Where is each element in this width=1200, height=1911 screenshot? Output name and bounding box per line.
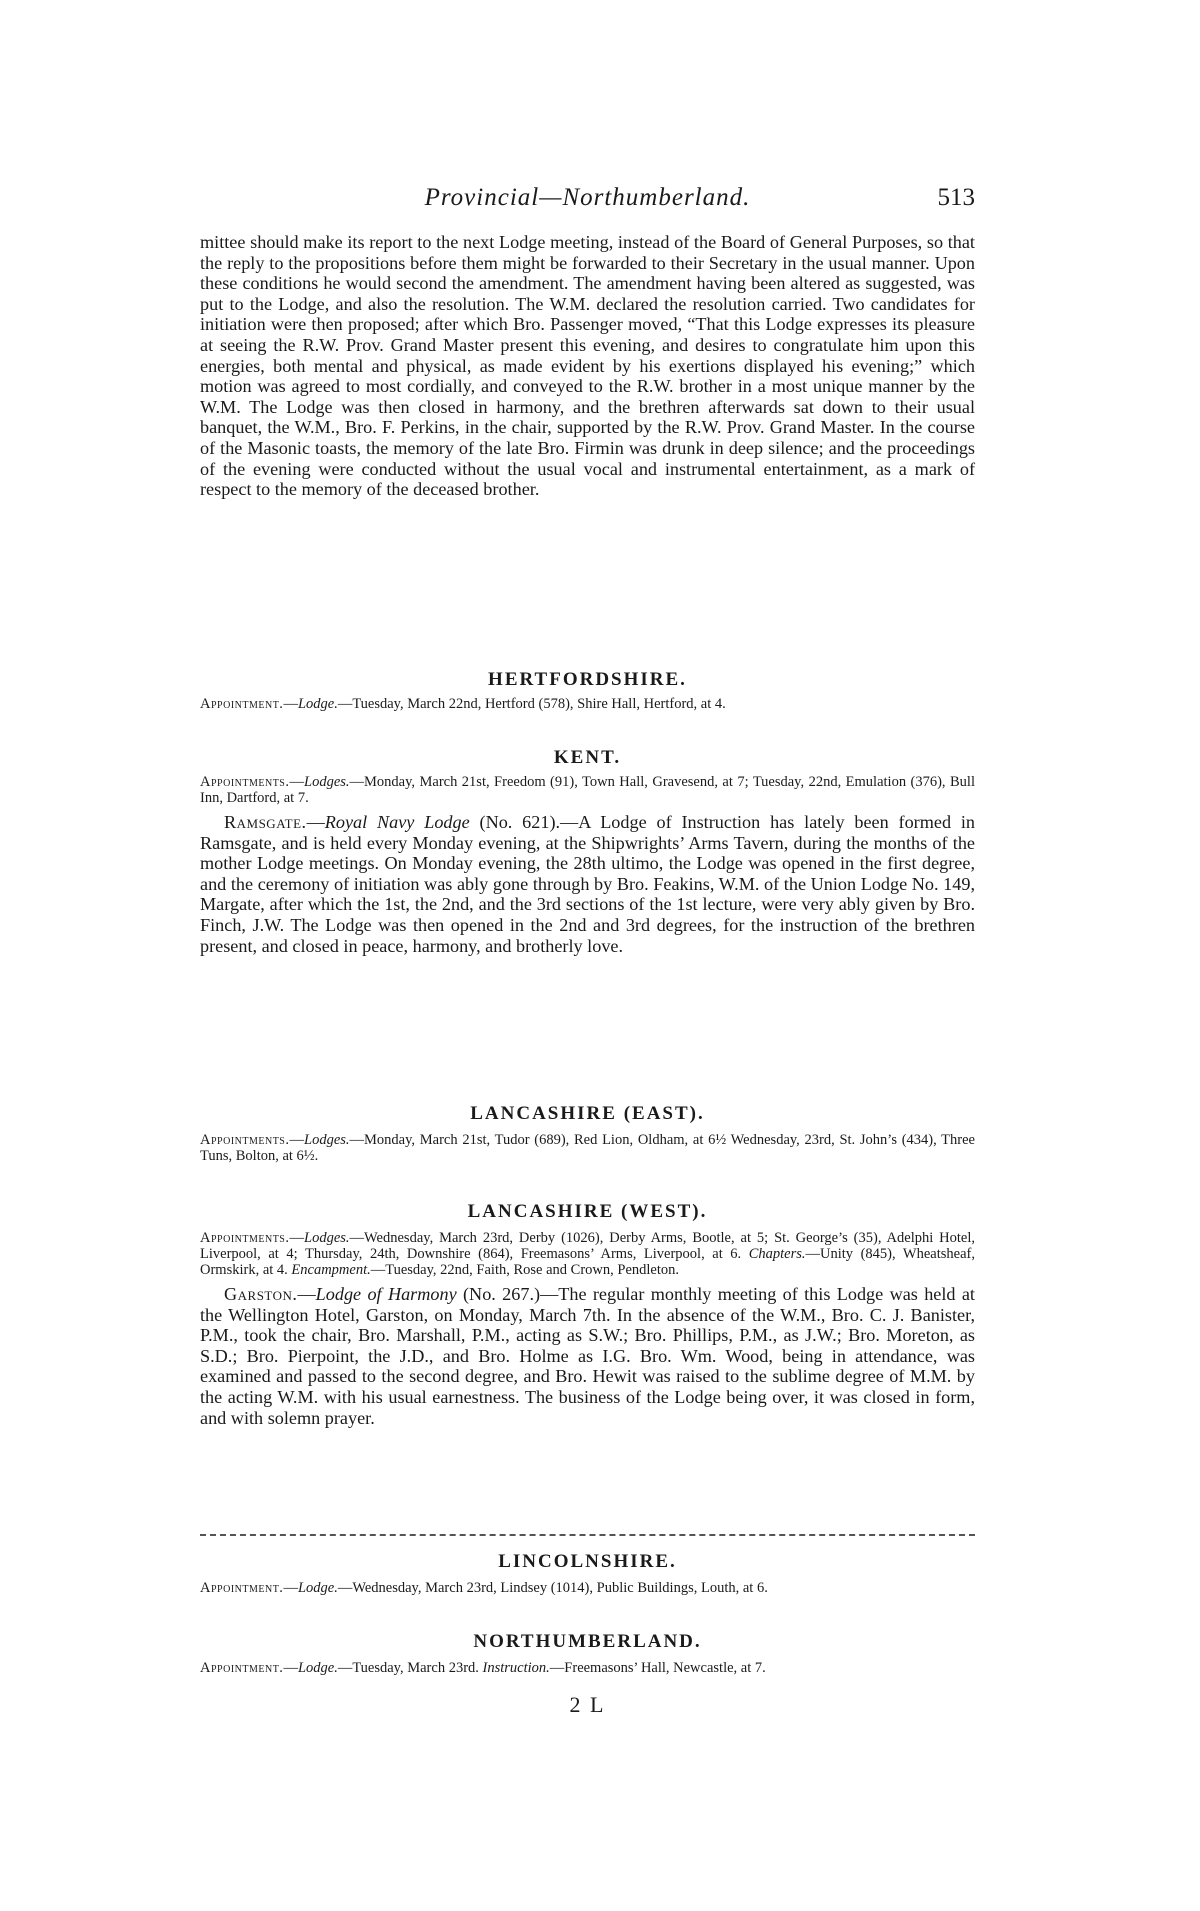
running-head [200, 184, 975, 224]
appointment-chapters: Chapters. [748, 1246, 806, 1262]
appointment-text: —Wednesday, March 23rd, Lindsey (1014), Public Buildings, Louth, at 6. [337, 1580, 768, 1596]
signature-mark: 2 L [569, 1692, 606, 1717]
section-northumberland [200, 1630, 975, 1676]
appointment-instruction: Instruction. [482, 1660, 550, 1676]
appointment-kind: Lodges. [304, 774, 350, 790]
appointment-text: —Monday, March 21st, Freedom (91), Town Hall, Gravesend, at 7; Tuesday, 22nd, Emulation (376), Bull Inn, Dartford, at 7. [200, 774, 975, 806]
heading-hertfordshire: HERTFORDSHIRE. [488, 669, 687, 690]
section-hertfordshire [200, 668, 975, 712]
appointment-text: —Tuesday, March 22nd, Hertford (578), Shire Hall, Hertford, at 4. [337, 696, 726, 712]
appointment-label: Appointments. [200, 1230, 290, 1246]
appointment-kind: Lodge. [297, 696, 338, 712]
appointment-lancashire-east: Appointments.—Lodges.—Monday, March 21st, Tudor (689), Red Lion, Oldham, at 6½ Wednesday, 23rd, St. John’s (434), Three Tuns, Bolton, at 6½. [200, 1132, 975, 1164]
paragraph-text: (No. 267.)—The regular monthly meeting of this Lodge was held at the Wellington Hotel, Garston, on Monday, March 7th. In the absence of the W.M., Bro. C. J. Banister, P.M., took the chair, Bro. Marshall, P.M., acting as S.W.; Bro. Phillips, P.M., as J.W.; Bro. Moreton, as S.D.; Bro. Pierpoint, the J.D., and Bro. Holme as I.G. Bro. Wm. Wood, being in attendance, was examined and passed to the second degree, and Bro. Hewit was raised to the sublime degree of M.M. by the acting W.M. with his usual earnestness. The business of the Lodge being over, it was closed in form, and with solemn prayer. [200, 1284, 975, 1428]
heading-northumberland: NORTHUMBERLAND. [473, 1631, 702, 1652]
page-number: 513 [937, 184, 975, 211]
appointment-lancashire-west: Appointments.—Lodges.—Wednesday, March 23rd, Derby (1026), Derby Arms, Bootle, at 5; St. George’s (35), Adelphi Hotel, Liverpool, at 4; Thursday, 24th, Downshire (864), Freemasons’ Arms, Liverpool, at 6. Chapters.—Unity (845), Wheatsheaf, Ormskirk, at 4. Encampment.—Tuesday, 22nd, Faith, Rose and Crown, Pendleton. [200, 1230, 975, 1278]
appointment-label: Appointments. [200, 1132, 290, 1148]
appointment-kind: Lodges. [304, 1132, 350, 1148]
opening-paragraph: mittee should make its report to the next Lodge meeting, instead of the Board of General Purposes, so that the reply to the propositions before them might be forwarded to their Secretary in the usual manner. Upon these conditions he would second the amendment. The amendment having been altered as suggested, was put to the Lodge, and also the resolution. The W.M. declared the resolution carried. Two candidates for initiation were then proposed; after which Bro. Passenger moved, “That this Lodge expresses its pleasure at seeing the R.W. Prov. Grand Master present this evening, and desires to congratulate him upon this energies, both mental and physical, as made evident by his exertions displayed his evening;” which motion was agreed to most cordially, and conveyed to the R.W. brother in a most unique manner by the W.M. The Lodge was then closed in harmony, and the brethren afterwards sat down to their usual banquet, the W.M., Bro. F. Perkins, in the chair, supported by the R.W. Prov. Grand Master. In the course of the Masonic toasts, the memory of the late Bro. Firmin was drunk in deep silence; and the proceedings of the evening were conducted without the usual vocal and instrumental entertainment, as a mark of respect to the memory of the deceased brother. [200, 232, 975, 500]
heading-lincolnshire: LINCOLNSHIRE. [498, 1551, 677, 1572]
appointment-lincolnshire: Appointment.—Lodge.—Wednesday, March 23rd, Lindsey (1014), Public Buildings, Louth, at 6. [200, 1580, 768, 1596]
opening-block [200, 232, 975, 500]
section-lincolnshire [200, 1550, 975, 1596]
appointment-encampment: Encampment. [291, 1262, 371, 1278]
lodge-name: Lodge of Harmony [315, 1284, 457, 1304]
section-kent [200, 746, 975, 956]
heading-kent: KENT. [553, 747, 622, 768]
appointment-text-3: —Tuesday, 22nd, Faith, Rose and Crown, Pendleton. [370, 1262, 680, 1278]
place-name: Garston. [224, 1284, 298, 1304]
appointment-label: Appointments. [200, 774, 290, 790]
appointment-text: —Tuesday, March 23rd. [337, 1660, 483, 1676]
running-title: Provincial—Northumberland. [424, 184, 751, 211]
appointment-hertfordshire: Appointment.—Lodge.—Tuesday, March 22nd, Hertford (578), Shire Hall, Hertford, at 4. [200, 696, 726, 712]
appointment-label: Appointment. [200, 1660, 284, 1676]
appointment-text: —Wednesday, March 23rd, Derby (1026), Derby Arms, Bootle, at 5; St. George’s (35), Adelphi Hotel, Liverpool, at 4; Thursday, 24th, Downshire (864), Freemasons’ Arms, Liverpool, at 6. [200, 1230, 975, 1262]
lodge-name: Royal Navy Lodge [324, 812, 470, 832]
place-name: Ramsgate. [224, 812, 307, 832]
heading-lancashire-east: LANCASHIRE (EAST). [470, 1103, 705, 1124]
appointment-kind: Lodges. [304, 1230, 350, 1246]
appointment-northumberland: Appointment.—Lodge.—Tuesday, March 23rd. Instruction.—Freemasons’ Hall, Newcastle, at 7. [200, 1660, 766, 1676]
section-divider-rule [200, 1534, 975, 1536]
appointment-kind: Lodge. [297, 1580, 338, 1596]
section-lancashire-west [200, 1200, 975, 1428]
appointment-label: Appointment. [200, 696, 284, 712]
paragraph-text: (No. 621).—A Lodge of Instruction has lately been formed in Ramsgate, and is held every Monday evening, at the Shipwrights’ Arms Tavern, during the months of the mother Lodge meetings. On Monday evening, the 28th ultimo, the Lodge was opened in the first degree, and the ceremony of initiation was ably gone through by Bro. Feakins, W.M. of the Union Lodge No. 149, Margate, after which the 1st, the 2nd, and the 3rd sections of the 1st lecture, were very ably given by Bro. Finch, J.W. The Lodge was then opened in the 2nd and 3rd degrees, for the instruction of the brethren present, and closed in peace, harmony, and brotherly love. [200, 812, 976, 956]
appointment-kent: Appointments.—Lodges.—Monday, March 21st, Freedom (91), Town Hall, Gravesend, at 7; Tuesday, 22nd, Emulation (376), Bull Inn, Dartford, at 7. [200, 774, 975, 806]
appointment-label: Appointment. [200, 1580, 284, 1596]
lancashire-west-garston-paragraph: Garston.—Lodge of Harmony (No. 267.)—The regular monthly meeting of this Lodge was held at the Wellington Hotel, Garston, on Monday, March 7th. In the absence of the W.M., Bro. C. J. Banister, P.M., took the chair, Bro. Marshall, P.M., acting as S.W.; Bro. Phillips, P.M., as J.W.; Bro. Moreton, as S.D.; Bro. Pierpoint, the J.D., and Bro. Holme as I.G. Bro. Wm. Wood, being in attendance, was examined and passed to the second degree, and Bro. Hewit was raised to the sublime degree of M.M. by the acting W.M. with his usual earnestness. The business of the Lodge being over, it was closed in form, and with solemn prayer. [200, 1284, 975, 1428]
appointment-text-2: —Freemasons’ Hall, Newcastle, at 7. [549, 1660, 766, 1676]
appointment-text: —Monday, March 21st, Tudor (689), Red Lion, Oldham, at 6½ Wednesday, 23rd, St. John’s (434), Three Tuns, Bolton, at 6½. [200, 1132, 975, 1164]
section-lancashire-east [200, 1102, 975, 1164]
appointment-text-2: —Unity (845), Wheatsheaf, Ormskirk, at 4. [200, 1246, 975, 1278]
appointment-kind: Lodge. [297, 1660, 338, 1676]
kent-ramsgate-paragraph: Ramsgate.—Royal Navy Lodge (No. 621).—A Lodge of Instruction has lately been formed in Ramsgate, and is held every Monday evening, at the Shipwrights’ Arms Tavern, during the months of the mother Lodge meetings. On Monday evening, the 28th ultimo, the Lodge was opened in the first degree, and the ceremony of initiation was ably gone through by Bro. Feakins, W.M. of the Union Lodge No. 149, Margate, after which the 1st, the 2nd, and the 3rd sections of the 1st lecture, were very ably given by Bro. Finch, J.W. The Lodge was then opened in the 2nd and 3rd degrees, for the instruction of the brethren present, and closed in peace, harmony, and brotherly love. [200, 812, 976, 956]
heading-lancashire-west: LANCASHIRE (WEST). [467, 1201, 708, 1222]
